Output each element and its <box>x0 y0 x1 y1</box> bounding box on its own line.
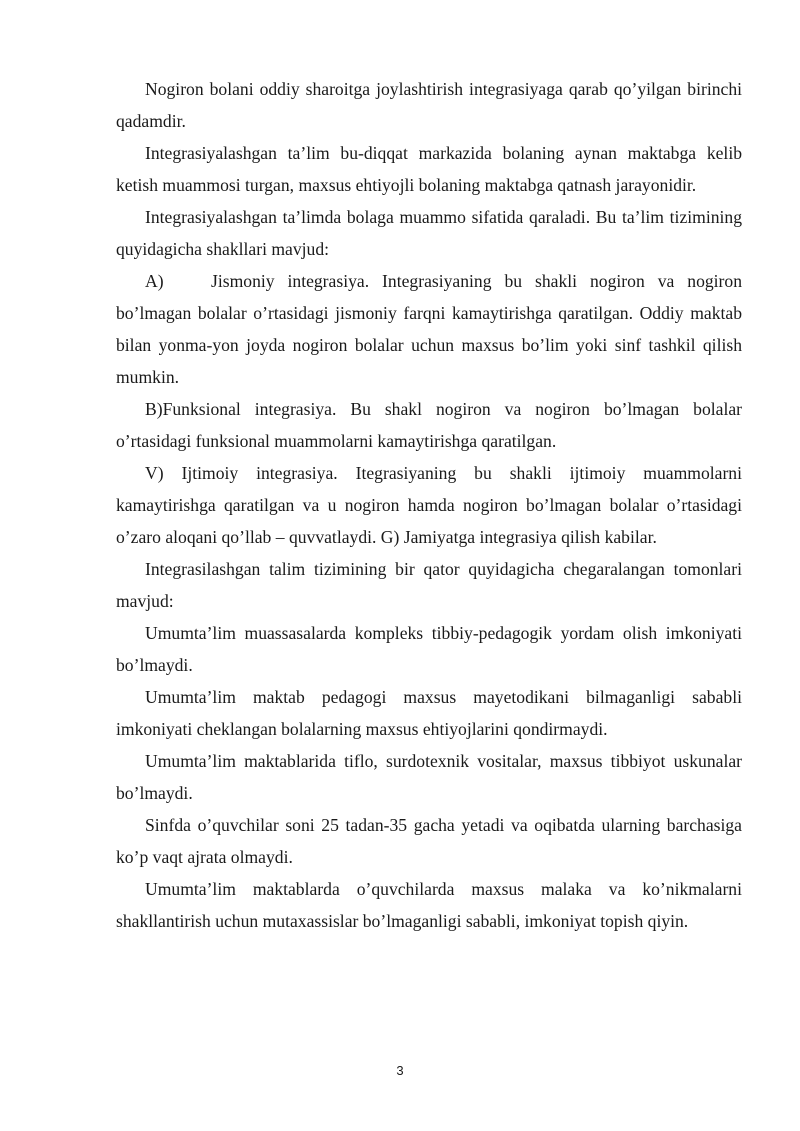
paragraph-10: Umumta’lim maktablarida tiflo, surdotexnik vositalar, maxsus tibbiyot uskunalar bo’lmaydi. <box>116 751 742 803</box>
paragraph-2: Integrasiyalashgan ta’lim bu-diqqat markazida bolaning aynan maktabga kelib ketish muammosi turgan, maxsus ehtiyojli bolaning maktabga qatnash jarayonidir. <box>116 143 742 195</box>
list-item-a-text: Jismoniy integrasiya. Integrasiyaning bu shakli nogiron va nogiron bo’lmagan bolalar o’rtasidagi jismoniy farqni kamaytirishga qaratilgan. Oddiy maktab bilan yonma-yon joyda nogiron bolalar uchun maxsus bo’lim yoki sinf tashkil qilish mumkin. <box>116 271 742 387</box>
paragraph-5: B)Funksional integrasiya. Bu shakl nogiron va nogiron bo’lmagan bolalar o’rtasidagi funksional muammolarni kamaytirishga qaratilgan. <box>116 399 742 451</box>
paragraph-11: Sinfda o’quvchilar soni 25 tadan-35 gacha yetadi va oqibatda ularning barchasiga ko’p vaqt ajrata olmaydi. <box>116 815 742 867</box>
paragraph-3: Integrasiyalashgan ta’limda bolaga muammo sifatida qaraladi. Bu ta’lim tizimining quyidagicha shakllari mavjud: <box>116 207 742 259</box>
list-marker-a: A) <box>145 271 164 291</box>
document-body <box>116 73 742 937</box>
paragraph-7: Integrasilashgan talim tizimining bir qator quyidagicha chegaralangan tomonlari mavjud: <box>116 559 742 611</box>
page-number: 3 <box>396 1063 404 1078</box>
paragraph-9: Umumta’lim maktab pedagogi maxsus mayetodikani bilmaganligi sababli imkoniyati cheklangan bolalarning maxsus ehtiyojlarini qondirmaydi. <box>116 687 742 739</box>
paragraph-6: V) Ijtimoiy integrasiya. Itegrasiyaning bu shakli ijtimoiy muammolarni kamaytirishga qaratilgan va u nogiron hamda nogiron bo’lmagan bolalar o’rtasidagi o’zaro aloqani qo’llab – quvvatlaydi. G) Jamiyatga integrasiya qilish kabilar. <box>116 463 742 547</box>
paragraph-12: Umumta’lim maktablarda o’quvchilarda maxsus malaka va ko’nikmalarni shakllantirish uchun mutaxassislar bo’lmaganligi sababli, imkoniyat topish qiyin. <box>116 879 742 931</box>
paragraph-1: Nogiron bolani oddiy sharoitga joylashtirish integrasiyaga qarab qo’yilgan birinchi qadamdir. <box>116 79 742 131</box>
paragraph-8: Umumta’lim muassasalarda kompleks tibbiy-pedagogik yordam olish imkoniyati bo’lmaydi. <box>116 623 742 675</box>
paragraph-4-list-item-a <box>116 265 742 393</box>
